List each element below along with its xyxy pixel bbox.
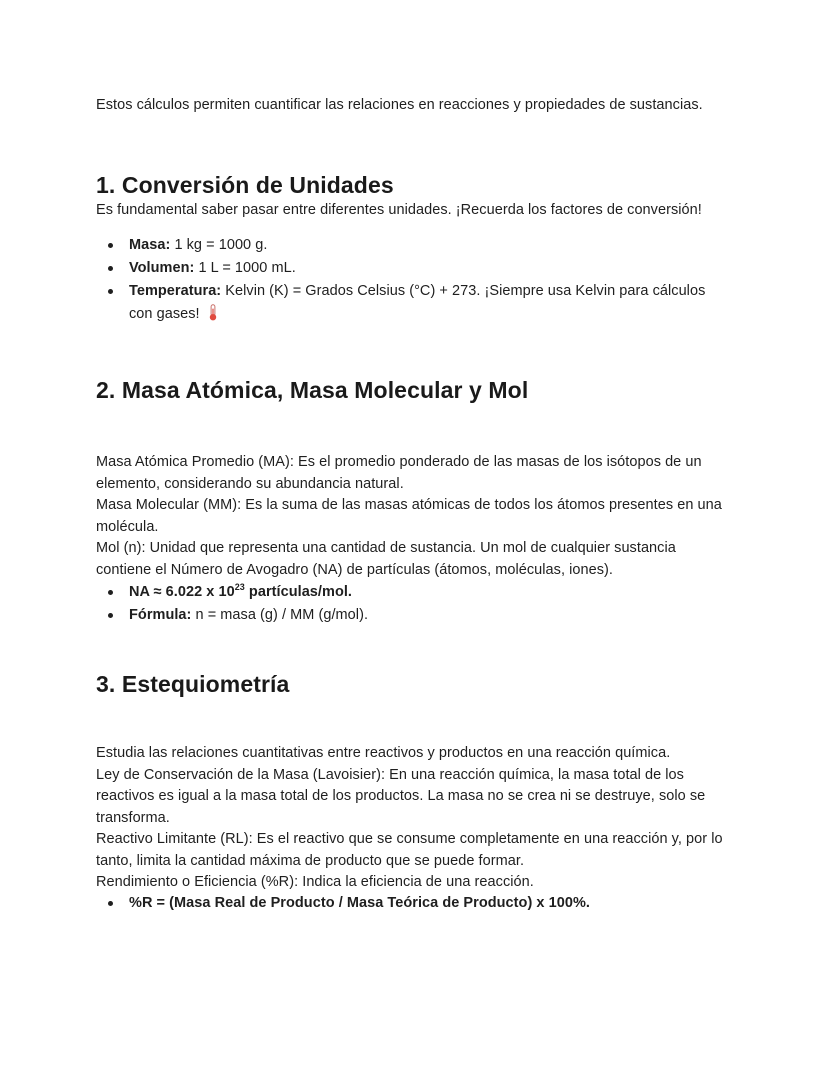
- list-item-volumen: [96, 257, 732, 280]
- paragraph-reactivo-limitante: Reactivo Limitante (RL): Es el reactivo que se consume completamente en una reacción y, por lo tanto, limita la cantidad máxima de producto que se puede formar.: [96, 831, 723, 869]
- thermometer-icon: [207, 304, 219, 329]
- paragraph-ley-conservacion: Ley de Conservación de la Masa (Lavoisier): En una reacción química, la masa total de los reactivos es igual a la masa total de los productos. La masa no se crea ni se destruye, solo se transforma.: [96, 766, 706, 826]
- section-1-lead-paragraph: Es fundamental saber pasar entre diferentes unidades. ¡Recuerda los factores de conversión!: [96, 201, 702, 218]
- bullet-text: n = masa (g) / MM (g/mol).: [191, 607, 369, 623]
- bullet-text: 1 L = 1000 mL.: [194, 260, 296, 276]
- bullet-term: Temperatura:: [129, 283, 222, 299]
- bullet-term: Fórmula:: [129, 607, 192, 623]
- list-item-masa: [96, 234, 732, 257]
- avogadro-post: partículas/mol.: [244, 584, 353, 600]
- paragraph-estudia: Estudia las relaciones cuantitativas entre reactivos y productos en una reacción química.: [96, 745, 671, 761]
- unit-conversion-list: [96, 234, 732, 329]
- paragraph-rendimiento: Rendimiento o Eficiencia (%R): Indica la eficiencia de una reacción.: [96, 874, 534, 890]
- bullet-text: 1 kg = 1000 g.: [170, 237, 268, 253]
- paragraph-masa-molecular: Masa Molecular (MM): Es la suma de las masas atómicas de todos los átomos presentes en una molécula.: [96, 497, 722, 535]
- avogadro-exponent: 23: [234, 582, 245, 593]
- bullet-term: Masa:: [129, 237, 171, 253]
- section-3-heading: 3. Estequiometría: [96, 671, 290, 697]
- rendimiento-list: [96, 892, 732, 915]
- list-item-rendimiento-formula: %R = (Masa Real de Producto / Masa Teórica de Producto) x 100%.: [96, 892, 732, 915]
- section-1-heading: 1. Conversión de Unidades: [96, 171, 394, 198]
- list-item-formula: [96, 604, 732, 627]
- list-item-avogadro: [96, 581, 732, 604]
- paragraph-masa-atomica: Masa Atómica Promedio (MA): Es el promedio ponderado de las masas de los isótopos de un elemento, considerando su abundancia natural.: [96, 454, 702, 492]
- section-2-paragraphs: [96, 452, 732, 581]
- bullet-term: Volumen:: [129, 260, 195, 276]
- bullet-text: Kelvin (K) = Grados Celsius (°C) + 273. ¡Siempre usa Kelvin para cálculos con gases!: [129, 283, 706, 322]
- paragraph-mol: Mol (n): Unidad que representa una cantidad de sustancia. Un mol de cualquier sustancia contiene el Número de Avogadro (NA) de partículas (átomos, moléculas, iones).: [96, 540, 676, 578]
- section-2-heading: 2. Masa Atómica, Masa Molecular y Mol: [96, 377, 529, 403]
- section-3-paragraphs: [96, 743, 732, 894]
- list-item-temperatura: [96, 280, 732, 329]
- intro-paragraph: Estos cálculos permiten cuantificar las relaciones en reacciones y propiedades de sustancias.: [96, 97, 703, 113]
- mol-list: [96, 581, 732, 627]
- avogadro-pre: NA ≈ 6.022 x 10: [129, 584, 235, 600]
